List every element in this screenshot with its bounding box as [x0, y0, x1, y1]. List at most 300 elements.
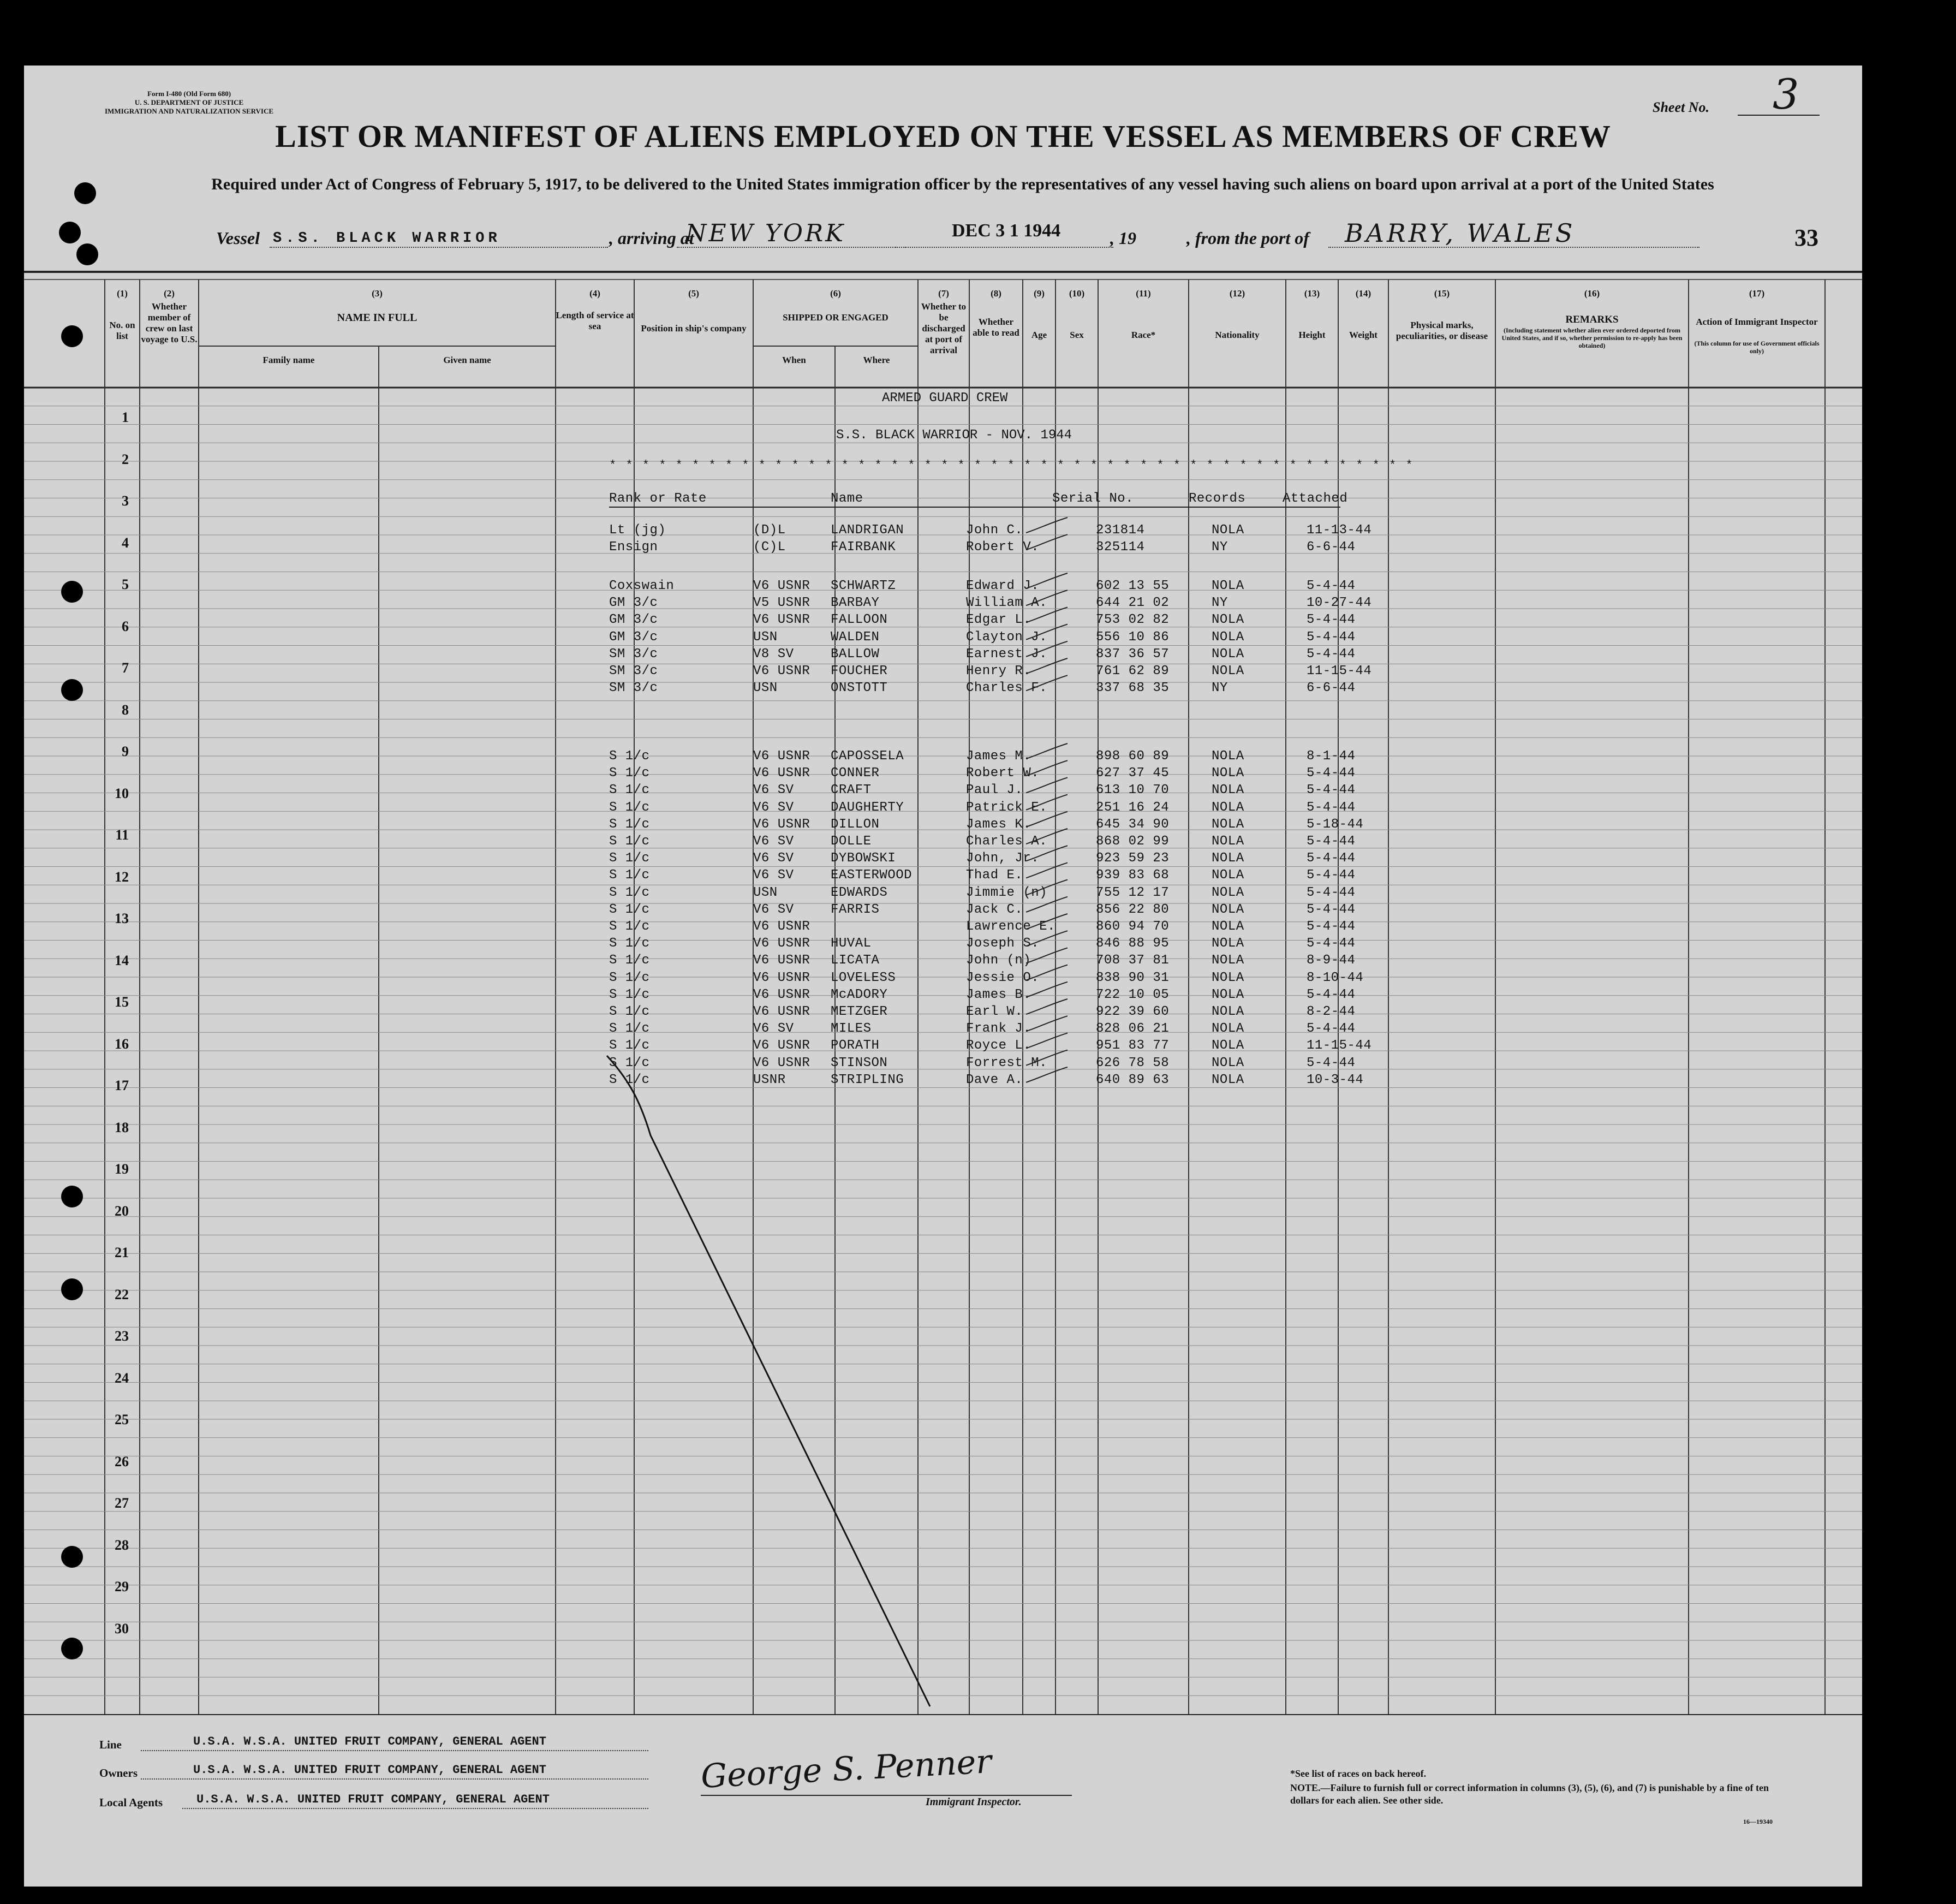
punch-hole	[59, 222, 81, 243]
crew-name: EDWARDS	[831, 885, 888, 900]
row-number: 2	[122, 451, 129, 467]
arrival-date-stamp: DEC 3 1 1944	[952, 221, 1061, 241]
crew-records: NOLA	[1212, 902, 1244, 917]
inspector-note: (This column for use of Government officials only)	[1694, 340, 1820, 355]
departure-port: BARRY, WALES	[1345, 218, 1576, 248]
row-number: 20	[115, 1203, 129, 1219]
crew-serial: 846 88 95	[1096, 936, 1170, 951]
row-number: 7	[122, 660, 129, 676]
column-header-sex: Sex	[1070, 330, 1084, 340]
check-mark	[1026, 517, 1068, 533]
crew-name: FAIRBANK	[831, 540, 896, 555]
crew-serial: 753 02 82	[1096, 612, 1170, 628]
crew-rank: S 1/c	[609, 1004, 650, 1019]
crew-attached: 5-4-44	[1307, 1055, 1356, 1070]
check-marks	[1026, 517, 1068, 1082]
crew-class: V6 USNR	[753, 612, 810, 628]
crew-rank: S 1/c	[609, 987, 650, 1002]
punch-hole	[61, 1546, 83, 1568]
line-label: Line	[99, 1738, 122, 1751]
column-number: (15)	[1434, 288, 1450, 299]
check-mark	[1026, 1050, 1068, 1066]
column-header-age: Age	[1031, 330, 1047, 340]
crew-given: Charles F.	[966, 681, 1048, 696]
sheet-number-label: Sheet No.	[1653, 99, 1709, 115]
crew-records: NOLA	[1212, 919, 1244, 934]
crew-attached: 5-4-44	[1307, 834, 1356, 849]
crew-name: BALLOW	[831, 646, 880, 662]
crew-class: USNR	[753, 1072, 786, 1087]
crew-serial: 325114	[1096, 540, 1145, 555]
crew-given: Edgar L.	[966, 612, 1031, 628]
row-number: 6	[122, 618, 129, 634]
column-number: (10)	[1069, 288, 1085, 299]
crew-serial: 939 83 68	[1096, 868, 1170, 883]
column-number: (11)	[1136, 288, 1151, 299]
check-mark	[1026, 880, 1068, 895]
crew-serial: 898 60 89	[1096, 749, 1170, 764]
crew-records: NY	[1212, 540, 1228, 555]
column-number: (7)	[938, 288, 949, 299]
crew-given: Jack C.	[966, 902, 1023, 917]
row-number: 10	[115, 785, 129, 801]
crew-attached: 5-4-44	[1307, 629, 1356, 645]
crew-serial: 640 89 63	[1096, 1072, 1170, 1087]
crew-class: V6 USNR	[753, 1038, 810, 1054]
crew-class: V6 SV	[753, 868, 794, 883]
crew-serial: 231814	[1096, 523, 1145, 538]
crew-name: WALDEN	[831, 629, 880, 645]
crew-name: STINSON	[831, 1055, 888, 1070]
crew-rank: S 1/c	[609, 817, 650, 832]
crew-serial: 860 94 70	[1096, 919, 1170, 934]
crew-name: LICATA	[831, 953, 880, 968]
crew-class: V6 USNR	[753, 766, 810, 781]
crew-class: V6 USNR	[753, 953, 810, 968]
crew-class: V6 USNR	[753, 1004, 810, 1019]
crew-records: NOLA	[1212, 749, 1244, 764]
remarks-note: (Including statement whether alien ever ordered deported from United States, and if so, whether permission to re-apply has been obtained)	[1501, 326, 1683, 349]
column-header-name-in-full: NAME IN FULL	[337, 312, 418, 324]
column-number: (6)	[830, 288, 841, 299]
column-header-given-name: Given name	[443, 355, 491, 365]
check-mark	[1026, 999, 1068, 1014]
crew-serial: 951 83 77	[1096, 1038, 1170, 1054]
crew-records: NOLA	[1212, 612, 1244, 628]
crew-class: V6 SV	[753, 834, 794, 849]
crew-attached: 11-13-44	[1307, 523, 1372, 538]
column-number: (17)	[1749, 288, 1765, 299]
crew-class: V6 SV	[753, 902, 794, 917]
crew-given: William A.	[966, 596, 1048, 611]
crew-records: NY	[1212, 681, 1228, 696]
crew-serial: 556 10 86	[1096, 629, 1170, 645]
punch-hole	[61, 1638, 83, 1659]
crew-records: NOLA	[1212, 783, 1244, 798]
crew-records: NOLA	[1212, 1038, 1244, 1054]
typed-col-head-attached: Attached	[1283, 491, 1348, 506]
crew-class: V5 USNR	[753, 596, 810, 611]
line-underline	[141, 1750, 648, 1751]
crew-attached: 8-2-44	[1307, 1004, 1356, 1019]
arriving-label: , arriving at	[609, 228, 694, 248]
crew-records: NOLA	[1212, 800, 1244, 815]
check-mark	[1026, 862, 1068, 878]
crew-serial: 644 21 02	[1096, 596, 1170, 611]
column-number: (1)	[117, 288, 128, 299]
check-mark	[1026, 1033, 1068, 1048]
row-number: 29	[115, 1579, 129, 1594]
check-mark	[1026, 641, 1068, 657]
crew-rank: S 1/c	[609, 936, 650, 951]
footer-divider	[24, 1714, 1862, 1715]
arrival-port: NEW YORK	[685, 219, 845, 247]
column-header-when: When	[782, 355, 806, 365]
column-number: (16)	[1584, 288, 1600, 299]
crew-class: V6 USNR	[753, 749, 810, 764]
crew-attached: 5-4-44	[1307, 919, 1356, 934]
typed-col-head-serial: Serial No.	[1052, 491, 1134, 506]
column-header-no-on-list: No. on list	[109, 320, 135, 341]
crew-given: John (n)	[966, 953, 1031, 968]
crew-serial: 761 62 89	[1096, 664, 1170, 679]
check-mark	[1026, 829, 1068, 844]
column-number: (14)	[1355, 288, 1371, 299]
column-header-last-voyage: Whether member of crew on last voyage to U.S.	[141, 301, 198, 344]
row-number: 16	[115, 1036, 129, 1052]
row-number: 22	[115, 1286, 129, 1302]
crew-name: ONSTOTT	[831, 681, 888, 696]
check-mark	[1026, 573, 1068, 588]
column-number: (2)	[164, 288, 175, 299]
owners-value: U.S.A. W.S.A. UNITED FRUIT COMPANY, GENERAL AGENT	[193, 1763, 546, 1777]
crew-name: FARRIS	[831, 902, 880, 917]
column-number: (9)	[1034, 288, 1045, 299]
crew-rank: S 1/c	[609, 953, 650, 968]
crew-attached: 5-4-44	[1307, 936, 1356, 951]
crew-given: Henry R.	[966, 664, 1031, 679]
row-number: 12	[115, 868, 129, 885]
crew-records: NOLA	[1212, 579, 1244, 593]
column-header-family-name: Family name	[263, 355, 315, 365]
owners-label: Owners	[99, 1766, 138, 1780]
crew-serial: 337 68 35	[1096, 681, 1170, 696]
column-header-inspector-action: Action of Immigrant Inspector	[1696, 317, 1818, 327]
penalty-note: NOTE.—Failure to furnish full or correct information in columns (3), (5), (6), and (7) is punishable by a fine of ten dollars for each alien. See other side.	[1290, 1782, 1769, 1806]
row-number: 30	[115, 1620, 129, 1637]
crew-class: V6 USNR	[753, 579, 810, 593]
crew-rank: SM 3/c	[609, 646, 658, 662]
crew-attached: 5-18-44	[1307, 817, 1364, 832]
form-code-line: U. S. DEPARTMENT OF JUSTICE	[134, 98, 244, 106]
column-header-where: Where	[863, 355, 890, 365]
crew-serial: 722 10 05	[1096, 987, 1170, 1002]
crew-records: NOLA	[1212, 664, 1244, 679]
row-number: 26	[115, 1453, 129, 1469]
inspector-signature: George S. Penner	[700, 1742, 993, 1796]
crew-rank: S 1/c	[609, 766, 650, 781]
page-title: LIST OR MANIFEST OF ALIENS EMPLOYED ON THE VESSEL AS MEMBERS OF CREW	[275, 118, 1611, 154]
crew-rank: SM 3/c	[609, 664, 658, 679]
crew-class: USN	[753, 629, 778, 645]
crew-given: Earl W.	[966, 1004, 1023, 1019]
row-number: 28	[115, 1537, 129, 1553]
crew-class: (D)L	[753, 523, 786, 538]
typed-col-head-records: Records	[1189, 491, 1246, 506]
row-number: 14	[115, 952, 129, 968]
crew-name: DOLLE	[831, 834, 872, 849]
column-number: (3)	[372, 288, 383, 299]
crew-attached: 10-27-44	[1307, 596, 1372, 611]
crew-given: Royce L.	[966, 1038, 1031, 1054]
punch-hole	[74, 182, 96, 204]
local-agents-value: U.S.A. W.S.A. UNITED FRUIT COMPANY, GENERAL AGENT	[196, 1793, 550, 1806]
crew-given: Patrick E.	[966, 800, 1048, 815]
crew-records: NOLA	[1212, 851, 1244, 866]
crew-records: NOLA	[1212, 970, 1244, 985]
crew-serial: 626 78 58	[1096, 1055, 1170, 1070]
crew-serial: 613 10 70	[1096, 783, 1170, 798]
crew-serial: 627 37 45	[1096, 766, 1170, 781]
vessel-label: Vessel	[216, 228, 260, 248]
typed-col-head-name: Name	[831, 491, 863, 506]
column-header-able-to-read: Whether able to read	[973, 317, 1019, 338]
crew-rank: SM 3/c	[609, 681, 658, 696]
crew-serial: 755 12 17	[1096, 885, 1170, 900]
crew-attached: 5-4-44	[1307, 987, 1356, 1002]
check-mark	[1026, 931, 1068, 946]
crew-rank: Lt (jg)	[609, 523, 666, 538]
crew-given: James B.	[966, 987, 1031, 1002]
owners-underline	[141, 1778, 648, 1780]
races-note: *See list of races on back hereof.	[1290, 1768, 1427, 1779]
crew-name: PORATH	[831, 1038, 880, 1054]
check-mark	[1026, 982, 1068, 997]
crew-records: NOLA	[1212, 936, 1244, 951]
crew-name: FALLOON	[831, 612, 888, 628]
crew-serial: 708 37 81	[1096, 953, 1170, 968]
typed-heading: ARMED GUARD CREW	[882, 391, 1008, 406]
crew-attached: 10-3-44	[1307, 1072, 1364, 1087]
crew-name: DILLON	[831, 817, 880, 832]
check-mark	[1026, 658, 1068, 674]
row-number: 25	[115, 1412, 129, 1427]
crew-rank: S 1/c	[609, 834, 650, 849]
punch-hole	[61, 581, 83, 603]
crew-records: NOLA	[1212, 885, 1244, 900]
crew-serial: 923 59 23	[1096, 851, 1170, 866]
crew-name: DYBOWSKI	[831, 851, 896, 866]
row-number: 23	[115, 1328, 129, 1344]
crew-attached: 5-4-44	[1307, 885, 1356, 900]
check-mark	[1026, 760, 1068, 776]
row-number: 5	[122, 576, 129, 592]
crew-given: John C.	[966, 523, 1023, 538]
punch-hole	[76, 243, 98, 265]
crew-given: Robert V.	[966, 540, 1040, 555]
crew-serial: 602 13 55	[1096, 579, 1170, 593]
check-mark	[1026, 897, 1068, 912]
local-agents-label: Local Agents	[99, 1796, 163, 1809]
crew-rank: Coxswain	[609, 579, 675, 593]
crew-name: BARBAY	[831, 596, 880, 611]
crew-class: USN	[753, 681, 778, 696]
row-number: 21	[115, 1245, 129, 1260]
crew-records: NOLA	[1212, 953, 1244, 968]
crew-rank: S 1/c	[609, 1072, 650, 1087]
column-header-discharged: Whether to be discharged at port of arrival	[921, 301, 967, 355]
row-number: 18	[115, 1119, 129, 1135]
crew-given: Jimmie (n)	[966, 885, 1048, 900]
punch-hole	[61, 679, 83, 701]
column-header-position: Position in ship's company	[641, 323, 747, 334]
crew-given: Lawrence E.	[966, 919, 1055, 934]
crew-given: Clayton J.	[966, 629, 1048, 645]
crew-name: CONNER	[831, 766, 880, 781]
crew-serial: 838 90 31	[1096, 970, 1170, 985]
crew-class: V6 SV	[753, 851, 794, 866]
crew-attached: 5-4-44	[1307, 579, 1356, 593]
form-code-line: IMMIGRATION AND NATURALIZATION SERVICE	[105, 107, 274, 115]
crew-given: Forrest M.	[966, 1055, 1048, 1070]
crew-class: (C)L	[753, 540, 786, 555]
crew-given: James M.	[966, 749, 1031, 764]
crew-class: V6 USNR	[753, 987, 810, 1002]
crew-records: NOLA	[1212, 523, 1244, 538]
check-mark	[1026, 948, 1068, 963]
crew-rank: S 1/c	[609, 1038, 650, 1054]
crew-class: V8 SV	[753, 646, 794, 662]
row-number: 1	[122, 409, 129, 425]
column-header-height: Height	[1298, 330, 1326, 340]
crew-serial: 922 39 60	[1096, 1004, 1170, 1019]
crew-rank: GM 3/c	[609, 629, 658, 645]
check-mark	[1026, 846, 1068, 861]
crew-given: Joseph S.	[966, 936, 1040, 951]
crew-name: STRIPLING	[831, 1072, 904, 1087]
cancel-line-mark	[607, 1056, 930, 1706]
crew-name: McADORY	[831, 987, 888, 1002]
crew-name: FOUCHER	[831, 664, 888, 679]
crew-rank: S 1/c	[609, 970, 650, 985]
column-number: (13)	[1304, 288, 1320, 299]
punch-hole	[61, 1186, 83, 1207]
crew-name: LANDRIGAN	[831, 523, 904, 538]
crew-attached: 11-15-44	[1307, 1038, 1372, 1054]
crew-attached: 6-6-44	[1307, 540, 1356, 555]
crew-given: James K.	[966, 817, 1031, 832]
crew-class: V6 USNR	[753, 919, 810, 934]
check-mark	[1026, 607, 1068, 622]
crew-attached: 8-10-44	[1307, 970, 1364, 985]
crew-given: Dave A.	[966, 1072, 1023, 1087]
crew-attached: 5-4-44	[1307, 766, 1356, 781]
crew-serial: 868 02 99	[1096, 834, 1170, 849]
typed-dot-separator: * * * * * * * * * * * * * * * * * * * * * * * * * * * * * * * * * * * * * * * * * * * * * * * * *	[609, 459, 1414, 472]
typed-col-head-rank: Rank or Rate	[609, 491, 707, 506]
crew-records: NOLA	[1212, 868, 1244, 883]
crew-rank: S 1/c	[609, 749, 650, 764]
crew-name: SCHWARTZ	[831, 579, 896, 593]
crew-rank: S 1/c	[609, 1055, 650, 1070]
column-header-weight: Weight	[1349, 330, 1377, 340]
column-number: (4)	[589, 288, 600, 299]
crew-rank: Ensign	[609, 540, 658, 555]
crew-name: METZGER	[831, 1004, 888, 1019]
crew-records: NOLA	[1212, 1021, 1244, 1037]
crew-serial: 645 34 90	[1096, 817, 1170, 832]
crew-attached: 11-15-44	[1307, 664, 1372, 679]
page-number: 33	[1794, 224, 1818, 251]
sheet-number: 3	[1773, 70, 1799, 118]
print-code: 16—19340	[1743, 1818, 1773, 1825]
row-number: 11	[115, 827, 129, 843]
crew-rank: S 1/c	[609, 885, 650, 900]
crew-attached: 5-4-44	[1307, 783, 1356, 798]
check-mark	[1026, 1016, 1068, 1031]
line-value: U.S.A. W.S.A. UNITED FRUIT COMPANY, GENERAL AGENT	[193, 1735, 546, 1748]
crew-rank: S 1/c	[609, 902, 650, 917]
row-number: 4	[122, 534, 129, 551]
manifest-sheet	[24, 66, 1862, 1887]
crew-class: V6 USNR	[753, 970, 810, 985]
column-number: (8)	[991, 288, 1001, 299]
check-mark	[1026, 812, 1068, 827]
crew-given: Thad E.	[966, 868, 1023, 883]
year-label: , 19	[1110, 228, 1136, 248]
crew-attached: 5-4-44	[1307, 902, 1356, 917]
row-number: 8	[122, 701, 129, 718]
crew-class: V6 SV	[753, 800, 794, 815]
check-mark	[1026, 590, 1068, 605]
crew-class: V6 SV	[753, 783, 794, 798]
crew-rank: GM 3/c	[609, 612, 658, 628]
crew-class: V6 USNR	[753, 936, 810, 951]
vessel-name: S.S. BLACK WARRIOR	[273, 230, 501, 247]
check-mark	[1026, 624, 1068, 640]
crew-attached: 8-9-44	[1307, 953, 1356, 968]
crew-name: HUVAL	[831, 936, 872, 951]
crew-records: NOLA	[1212, 629, 1244, 645]
column-number: (12)	[1229, 288, 1245, 299]
crew-serial: 837 36 57	[1096, 646, 1170, 662]
punch-hole	[61, 325, 83, 347]
crew-name: CRAFT	[831, 783, 872, 798]
check-mark	[1026, 534, 1068, 550]
crew-attached: 5-4-44	[1307, 851, 1356, 866]
crew-serial: 251 16 24	[1096, 800, 1170, 815]
crew-given: Earnest J.	[966, 646, 1048, 662]
crew-rank: S 1/c	[609, 800, 650, 815]
crew-class: USN	[753, 885, 778, 900]
crew-class: V6 USNR	[753, 664, 810, 679]
column-header-physical-marks: Physical marks, peculiarities, or disease	[1396, 320, 1488, 341]
column-header-length-of-service: Length of service at sea	[556, 310, 634, 331]
crew-records: NOLA	[1212, 766, 1244, 781]
typed-subheading: S.S. BLACK WARRIOR - NOV. 1944	[836, 428, 1072, 443]
crew-given: John, Jr.	[966, 851, 1040, 866]
crew-rank: S 1/c	[609, 919, 650, 934]
check-mark	[1026, 743, 1068, 759]
crew-name: MILES	[831, 1021, 872, 1037]
crew-given: Frank J.	[966, 1021, 1031, 1037]
crew-given: Edward J.	[966, 579, 1040, 593]
column-header-race: Race*	[1131, 330, 1156, 340]
row-number: 15	[115, 994, 129, 1010]
crew-records: NOLA	[1212, 646, 1244, 662]
check-mark	[1026, 914, 1068, 929]
row-number: 24	[115, 1370, 129, 1386]
